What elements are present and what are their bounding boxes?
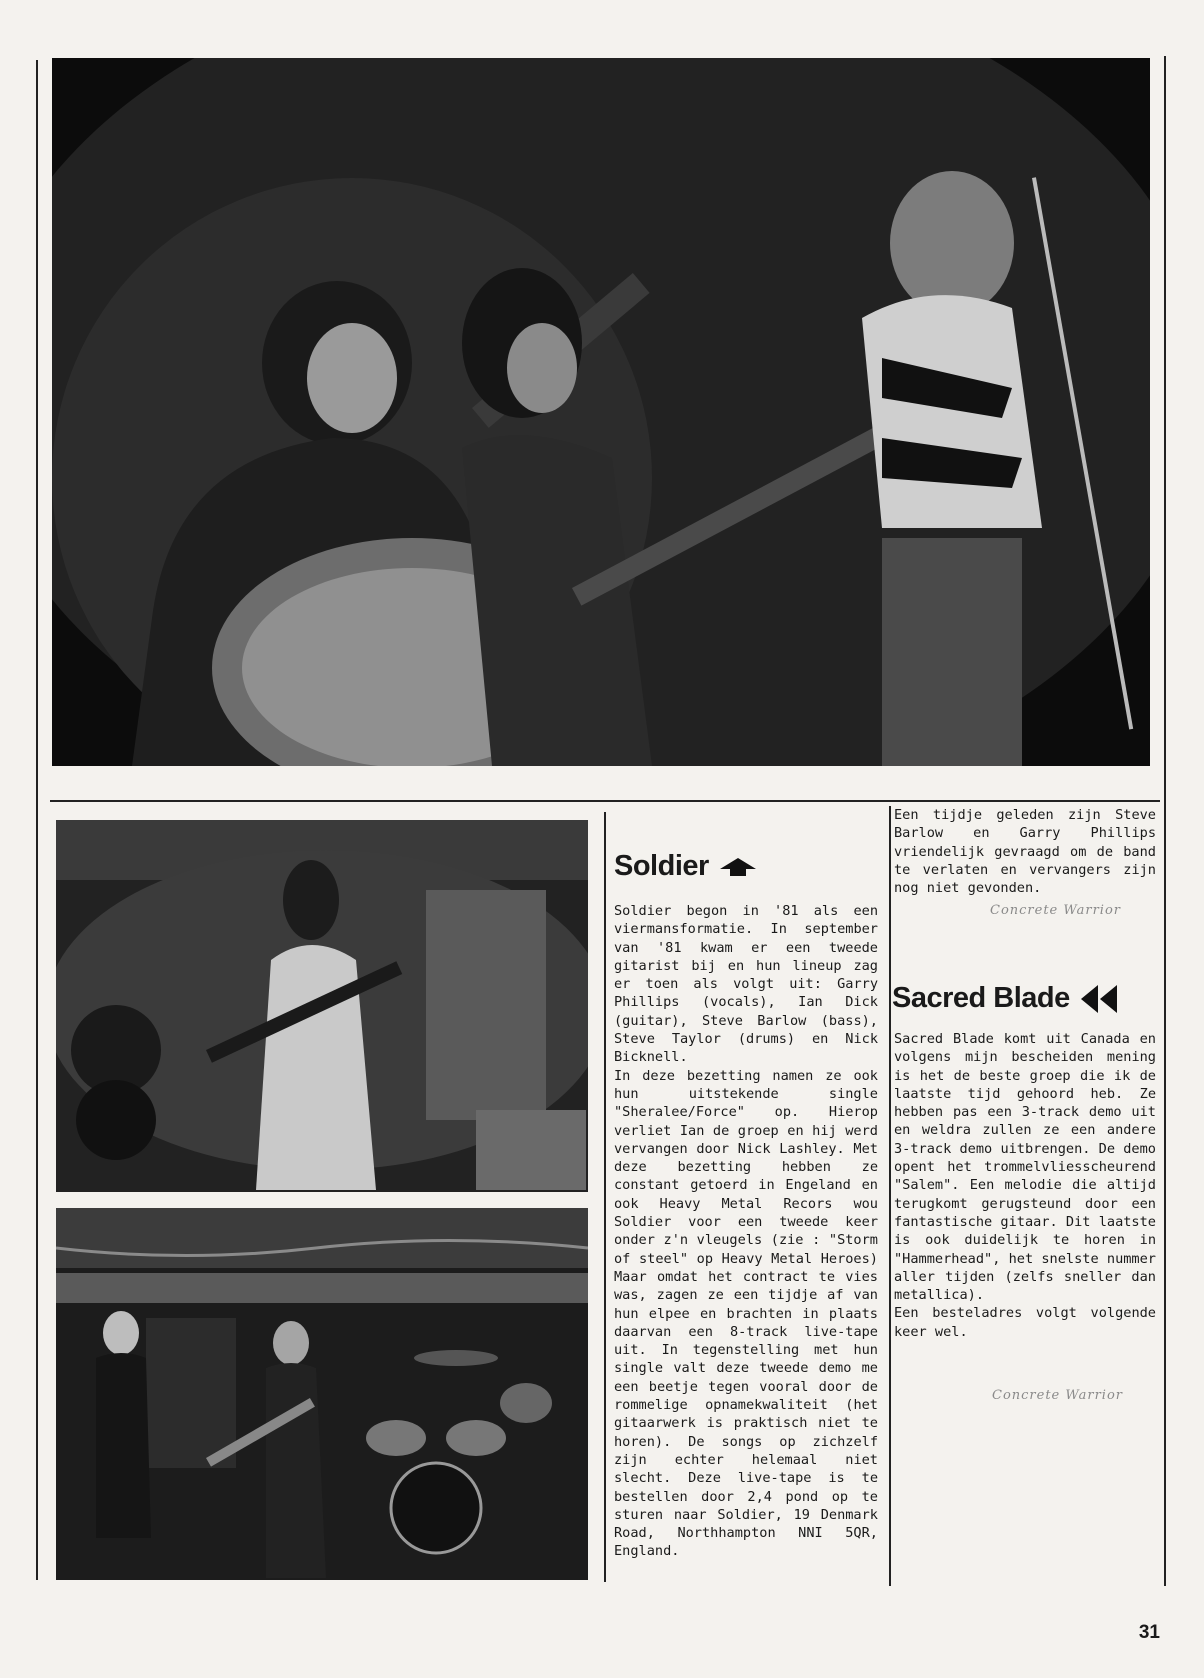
- sacred-blade-paragraph-1: Sacred Blade komt uit Canada en volgens mijn bescheiden mening is het de beste groep die ik de laatste tijd gehoord heb. Ze hebben pas een 3-track demo uit en weldra zullen ze een andere 3-track demo uitbrengen. De demo opent het trommelvliesscheurend "Salem". Een melodie die altijd terugkomt gerugsteund door een fantastische gitaar. Dit laatste is ook duidelijk te horen in "Hammerhead", het snelste nummer aller tijden (zelfs sneller dan metallica).: [894, 1031, 1156, 1304]
- arrow-up-icon: [719, 857, 757, 877]
- arrows-left-icon: [1080, 984, 1120, 1014]
- page-number: 31: [1138, 1622, 1160, 1643]
- soldier-body: [614, 902, 878, 1561]
- soldier-headline: [614, 850, 757, 883]
- top-left-rule: [36, 60, 38, 1580]
- section-divider-rule: [50, 800, 1160, 802]
- sacred-blade-headline: [892, 982, 1120, 1015]
- band-live-photo: [52, 58, 1150, 766]
- soldier-title: Soldier: [614, 850, 709, 882]
- top-right-rule: [1164, 56, 1166, 1586]
- column-divider-rule-2: [889, 806, 891, 1586]
- soldier-continued-body: [894, 806, 1156, 897]
- column-divider-rule-1: [604, 812, 606, 1582]
- soldier-credit: Concrete Warrior: [990, 903, 1121, 918]
- sacred-blade-body: [894, 1030, 1156, 1341]
- sacred-blade-paragraph-2: Een besteladres volgt volgende keer wel.: [894, 1305, 1156, 1340]
- soldier-paragraph-3: Een tijdje geleden zijn Steve Barlow en Garry Phillips vriendelijk gevraagd om de band te verlaten en vervangers zijn nog niet gevonden.: [894, 807, 1156, 897]
- soldier-paragraph-1: Soldier begon in '81 als een viermansformatie. In september van '81 kwam er een tweede gitarist bij en hun lineup zag er toen als volgt uit: Garry Phillips (vocals), Ian Dick (guitar), Steve Barlow (bass), Steve Taylor (drums) en Nick Bicknell.: [614, 903, 878, 1066]
- soldier-paragraph-2: In deze bezetting namen ze ook hun uitstekende single "Sheralee/Force" op. Hierop verliet Ian de groep en hij werd vervangen door Nick Lashley. Met deze bezetting hebben ze constant getoerd in Engeland en ook Heavy Metal Recors wou Soldier voor een tweede keer onder z'n vleugels (zie : "Storm of steel" op Heavy Metal Heroes) Maar omdat het contract te vies was, zagen ze een tijdje af van hun elpee en brachten in plaats daarvan een 8-track live-tape uit. In tegenstelling met hun single valt deze tweede demo me een beetje tegen vooral door de rommelige opnamekwaliteit (het gitaarwerk is praktisch niet te horen). De songs op zichzelf zijn echter helemaal niet slecht. Deze live-tape is te bestellen door 2,4 pond op te sturen naar Soldier, 19 Denmark Road, Northhampton NNI 5QR, England.: [614, 1067, 878, 1560]
- guitarist-stage-photo: [56, 820, 588, 1192]
- sacred-blade-title: Sacred Blade: [892, 982, 1070, 1014]
- band-stage-photo: [56, 1208, 588, 1580]
- sacred-blade-credit: Concrete Warrior: [992, 1388, 1123, 1403]
